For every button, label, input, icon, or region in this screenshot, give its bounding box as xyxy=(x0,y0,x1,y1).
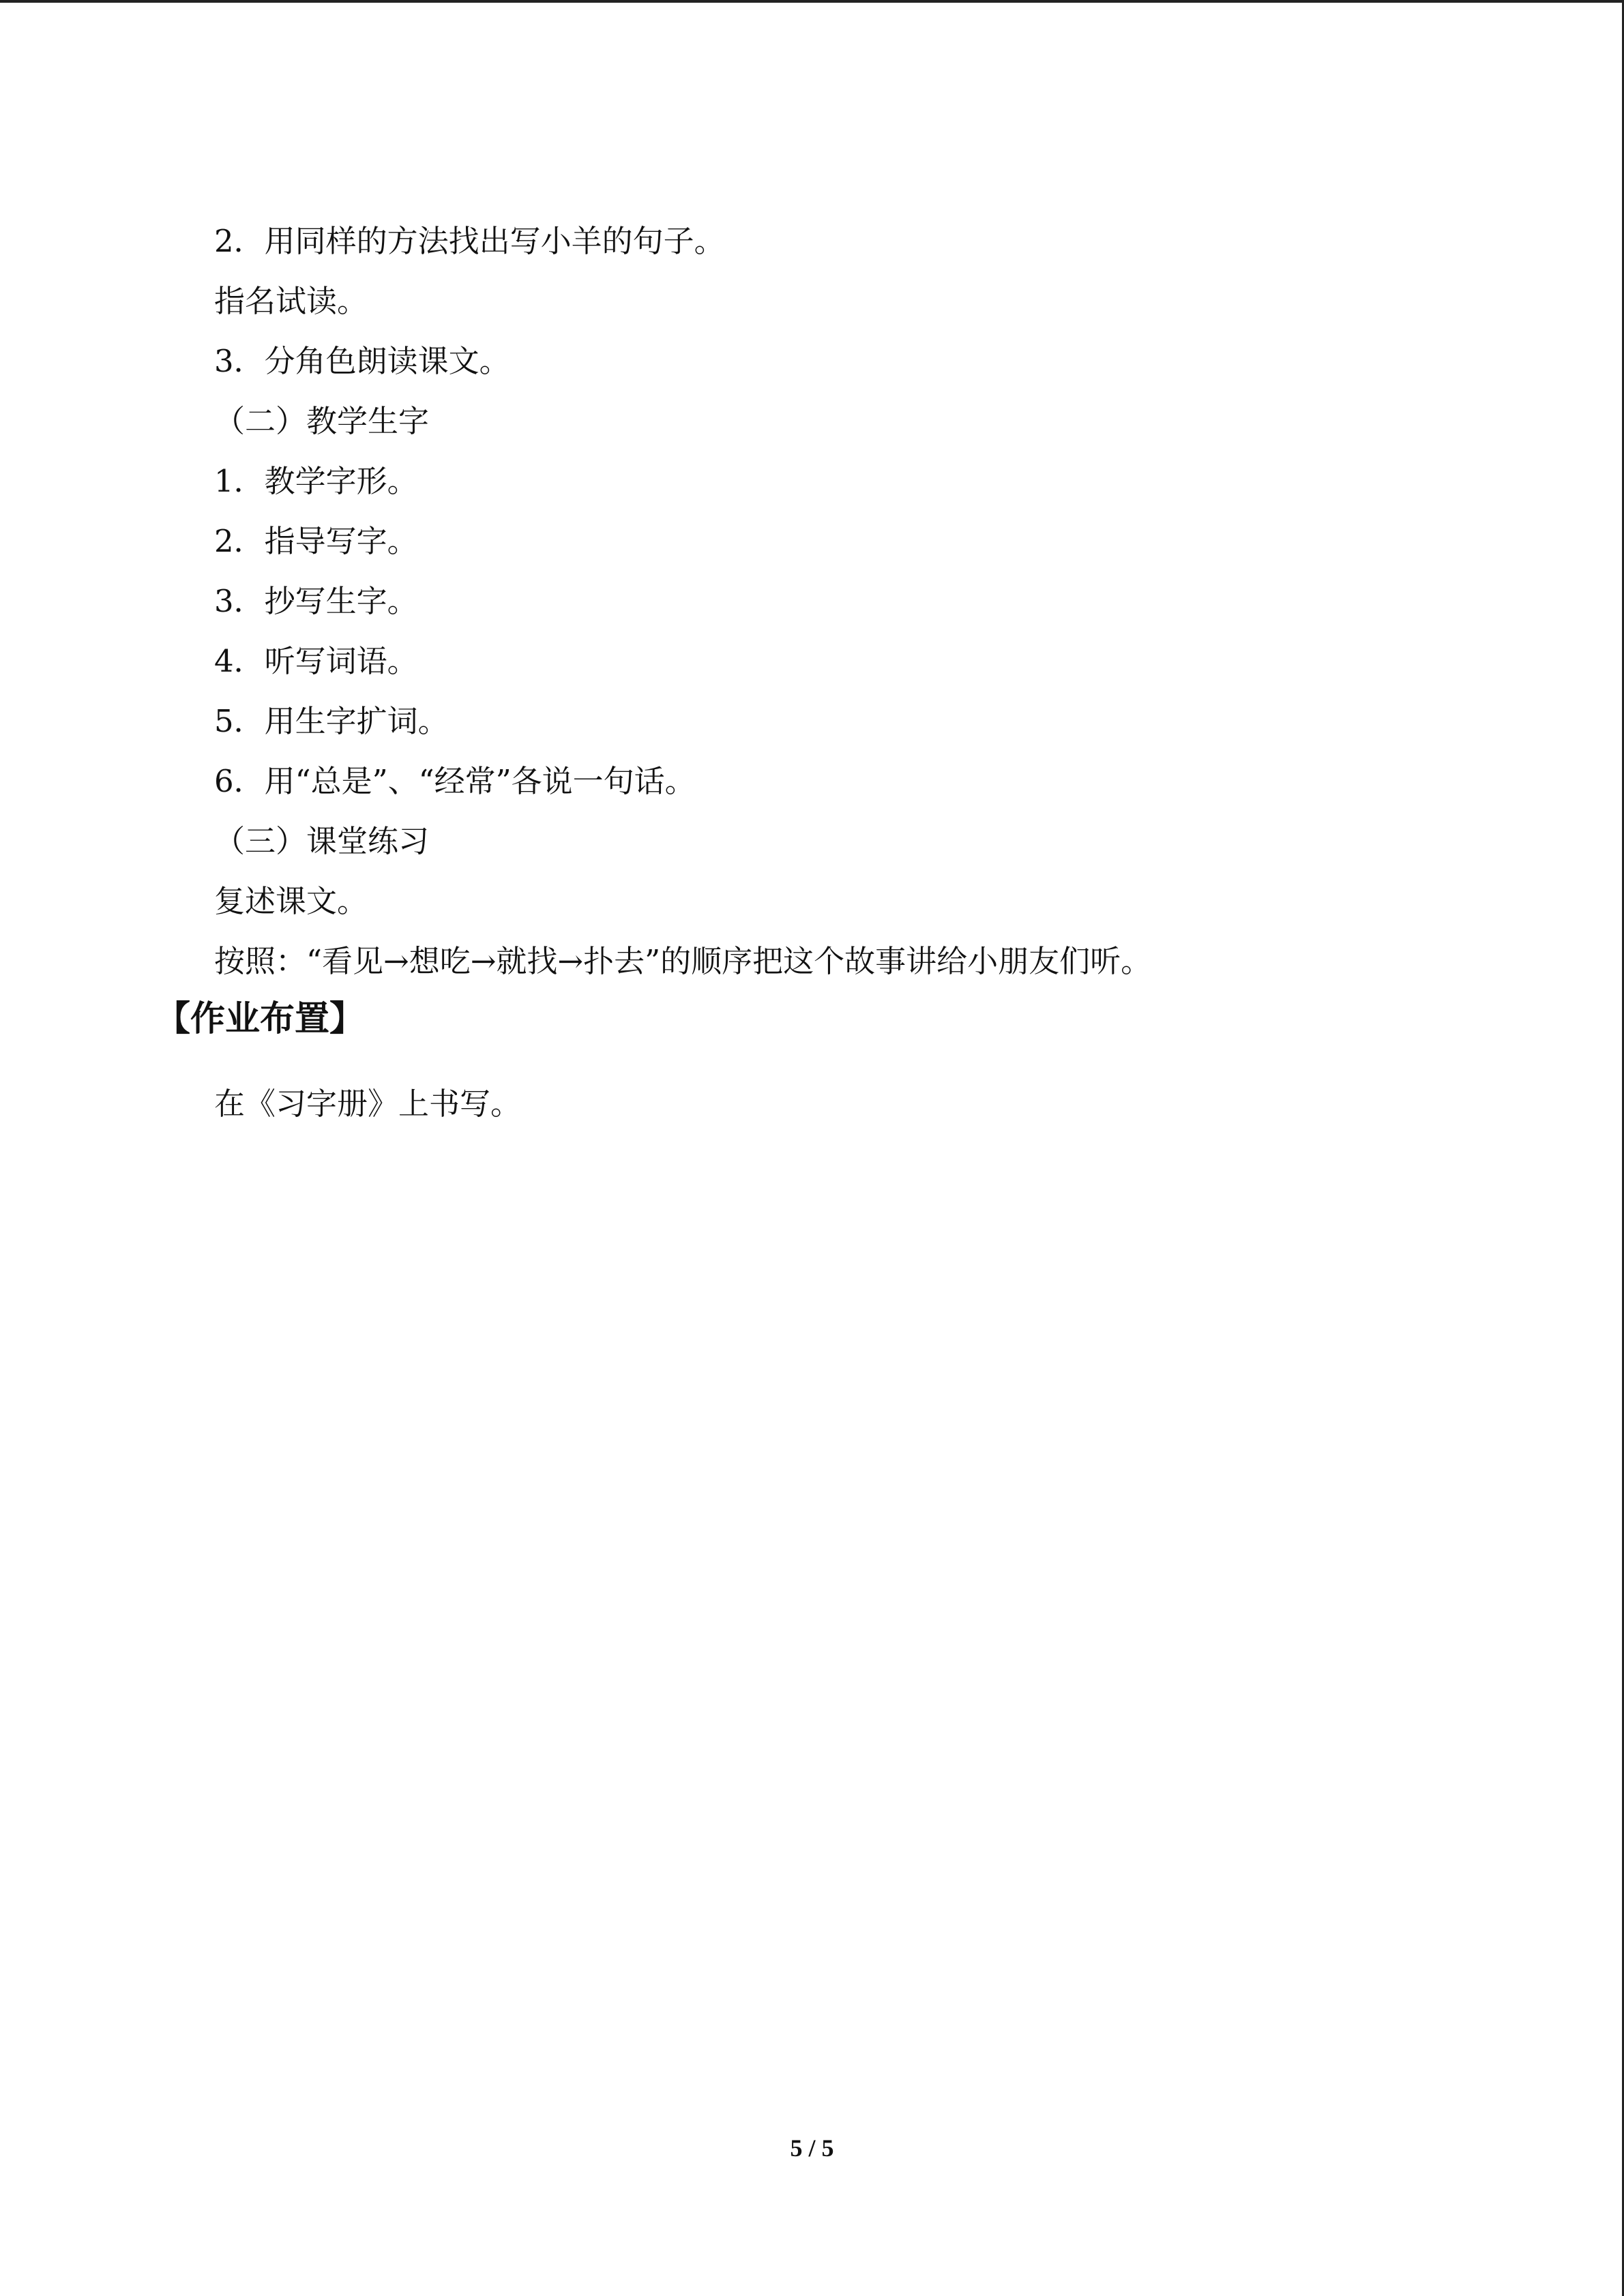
subsection-heading: （二）教学生字 xyxy=(214,403,430,439)
body-line: 3．抄写生字。 xyxy=(214,583,418,619)
body-line: 2．用同样的方法找出写小羊的句子。 xyxy=(214,223,725,259)
body-line: 复述课文。 xyxy=(214,883,368,919)
body-line: 3．分角色朗读课文。 xyxy=(214,343,510,379)
body-line: 指名试读。 xyxy=(214,283,368,319)
body-line: 6．用“总是”、“经常”各说一句话。 xyxy=(214,763,696,799)
top-border xyxy=(0,0,1624,3)
body-line: 5．用生字扩词。 xyxy=(214,703,449,739)
document-body xyxy=(214,211,1510,992)
page-number: 5 / 5 xyxy=(790,2134,834,2162)
body-line: 4．听写词语。 xyxy=(214,643,418,679)
subsection-heading: （三）课堂练习 xyxy=(214,823,430,859)
body-line: 1．教学字形。 xyxy=(214,463,418,499)
homework-heading: 【作业布置】 xyxy=(156,999,365,1039)
body-line: 2．指导写字。 xyxy=(214,523,418,559)
homework-text: 在《习字册》上书写。 xyxy=(214,1086,522,1122)
body-line: 按照：“看见→想吃→就找→扑去”的顺序把这个故事讲给小朋友们听。 xyxy=(214,943,1152,979)
